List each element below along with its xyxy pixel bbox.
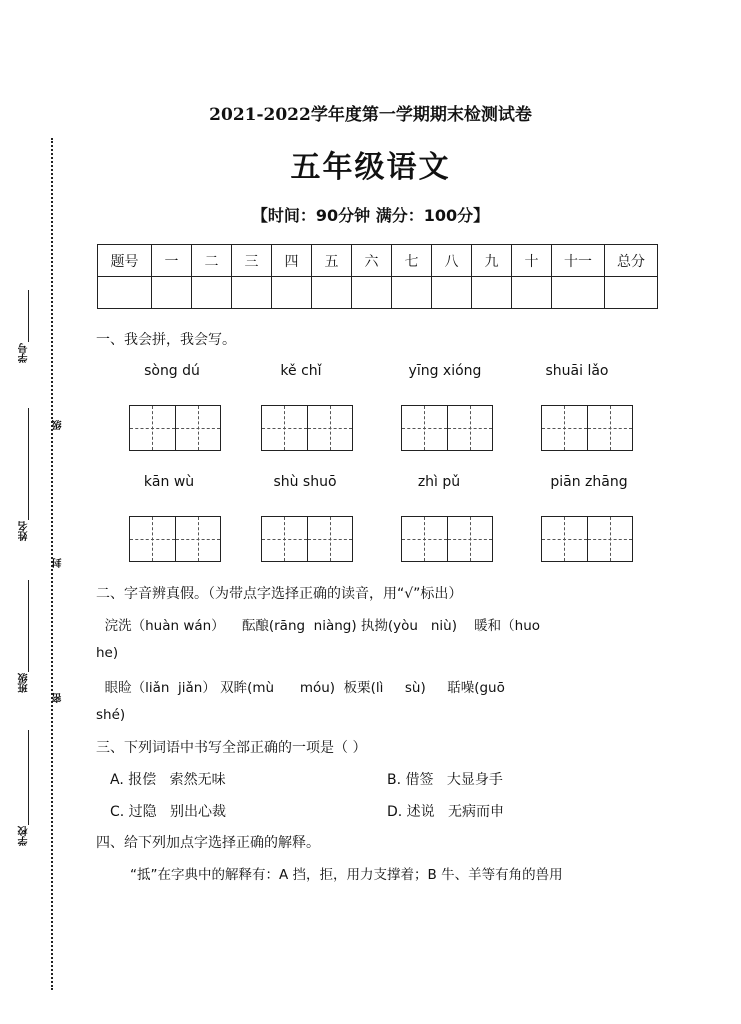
score-cell[interactable] [472, 277, 512, 309]
pinyin-label: yīng xióng [408, 363, 482, 379]
score-header-cell: 三 [232, 245, 272, 277]
seal-char-feng: 封 [53, 558, 64, 568]
score-cell[interactable] [98, 277, 152, 309]
seal-char-mi: 密 [53, 693, 64, 703]
score-cell[interactable] [392, 277, 432, 309]
section2-line: he) [96, 645, 119, 661]
score-cell[interactable] [605, 277, 658, 309]
score-header-row [98, 245, 658, 277]
section2-title: 二、字音辨真假。（为带点字选择正确的读音，用“√”标出） [96, 586, 463, 602]
pinyin-label: sòng dú [144, 363, 200, 379]
writing-grid[interactable] [129, 516, 221, 562]
pinyin-label: shù shuō [273, 474, 337, 490]
option-d[interactable]: D. 述说 无病而申 [387, 804, 505, 820]
class-underline [28, 580, 29, 672]
score-header-cell: 题号 [98, 245, 152, 277]
writing-grid[interactable] [261, 405, 353, 451]
score-cell[interactable] [272, 277, 312, 309]
writing-grid[interactable] [261, 516, 353, 562]
score-header-cell: 四 [272, 245, 312, 277]
writing-grid[interactable] [401, 405, 493, 451]
pinyin-label: shuāi lǎo [545, 363, 609, 379]
score-value-row [98, 277, 658, 309]
name-label: 姓名 [19, 521, 30, 541]
pinyin-label: kān wù [143, 474, 195, 490]
score-header-cell: 八 [432, 245, 472, 277]
score-header-cell: 十一 [552, 245, 605, 277]
exam-title: 2021-2022学年度第一学期期末检测试卷 [209, 105, 532, 125]
score-header-cell: 六 [352, 245, 392, 277]
option-a[interactable]: A. 报偿 索然无味 [110, 772, 226, 788]
writing-grid[interactable] [541, 405, 633, 451]
score-cell[interactable] [512, 277, 552, 309]
student-id-underline [28, 290, 29, 342]
pinyin-label: piān zhāng [550, 474, 628, 490]
section2-line: 浣洗（huàn wán） 酝酿(rāng niàng) 执拗(yòu niù) 暖和（huo [96, 618, 541, 634]
name-underline [28, 408, 29, 520]
score-header-cell: 九 [472, 245, 512, 277]
class-label: 班级 [19, 673, 30, 693]
school-underline [28, 730, 29, 825]
section3-title: 三、下列词语中书写全部正确的一项是（ ） [96, 740, 367, 756]
score-header-cell: 十 [512, 245, 552, 277]
score-header-cell: 二 [192, 245, 232, 277]
time-info: 【时间：90分钟 满分：100分】 [251, 206, 490, 225]
subject-title: 五年级语文 [290, 150, 451, 185]
score-cell[interactable] [232, 277, 272, 309]
score-cell[interactable] [152, 277, 192, 309]
writing-grid[interactable] [401, 516, 493, 562]
score-cell[interactable] [192, 277, 232, 309]
school-label: 学校 [19, 826, 30, 846]
option-b[interactable]: B. 借签 大显身手 [387, 772, 503, 788]
score-header-cell: 一 [152, 245, 192, 277]
score-header-cell: 七 [392, 245, 432, 277]
option-c[interactable]: C. 过隐 别出心裁 [110, 804, 227, 820]
score-table [97, 244, 658, 309]
score-cell[interactable] [552, 277, 605, 309]
section4-title: 四、给下列加点字选择正确的解释。 [96, 835, 320, 851]
section1-title: 一、我会拼，我会写。 [96, 332, 236, 348]
writing-grid[interactable] [541, 516, 633, 562]
writing-grid[interactable] [129, 405, 221, 451]
score-cell[interactable] [312, 277, 352, 309]
score-cell[interactable] [432, 277, 472, 309]
score-header-cell: 总分 [605, 245, 658, 277]
score-cell[interactable] [352, 277, 392, 309]
score-header-cell: 五 [312, 245, 352, 277]
pinyin-label: zhì pǔ [417, 474, 461, 490]
student-id-label: 学号 [19, 343, 30, 363]
seal-char-ji: 级 [53, 420, 64, 430]
pinyin-label: kě chǐ [280, 363, 322, 379]
section2-line: 眼睑（liǎn jiǎn） 双眸(mù móu) 板栗(lì sù) 聒噪(guō [96, 680, 505, 696]
section4-text: “抵”在字典中的解释有：A 挡，拒，用力支撑着；B 牛、羊等有角的兽用 [130, 867, 563, 883]
section2-line: shé) [96, 707, 126, 723]
